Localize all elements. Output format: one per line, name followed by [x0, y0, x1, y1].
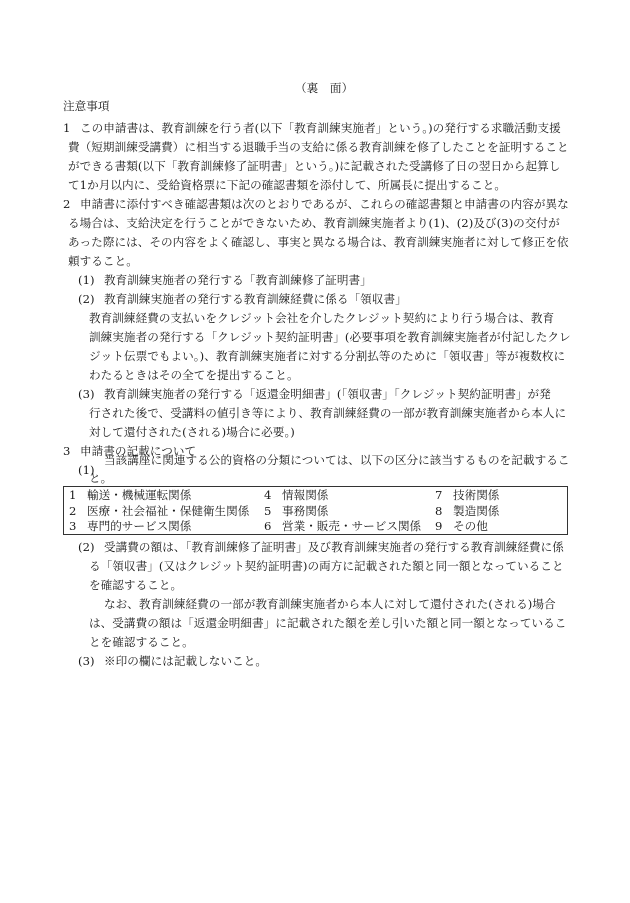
sub-item-detail-line: ジット伝票でもよい。)、教育訓練実施者に対する分割払等のために「領収書」等が複数枚に: [89, 349, 566, 363]
qualification-category-table: [63, 486, 568, 535]
sub-item-note-line: は、受講費の額は「返還金明細書」に記載された額を差し引いた額と同一額となっているこ: [89, 616, 567, 630]
sub-item-detail-line: 教育訓練経費の支払いをクレジット会社を介したクレジット契約により行う場合は、教育: [89, 311, 555, 325]
note-text-line: ができる書類(以下「教育訓練修了証明書」という。)に記載された受講修了日の翌日から起算し: [68, 159, 561, 173]
sub-item-text: る「領収書」(又はクレジット契約証明書)の両方に記載された額と同一額となっていること: [89, 559, 564, 573]
category-number: 5: [264, 504, 272, 518]
note-text-line: て1か月以内に、受給資格票に下記の確認書類を添付して、所属長に提出すること。: [68, 178, 507, 192]
category-number: 1: [69, 488, 77, 502]
category-label: 輸送・機械運転関係: [87, 488, 192, 502]
category-label: 情報関係: [282, 488, 329, 502]
category-number: 3: [69, 519, 77, 533]
category-label: その他: [453, 519, 488, 533]
sub-item-number: (1): [78, 463, 95, 477]
page-side-label: （裏 面）: [295, 81, 354, 95]
category-number: 8: [435, 504, 443, 518]
note-text-line: る場合は、支給決定を行うことができないため、教育訓練実施者より(1)、(2)及び(3)の交付が: [68, 216, 560, 230]
note-number: 3: [63, 444, 71, 458]
sub-item-number: (3): [78, 387, 95, 401]
note-number: 2: [63, 197, 71, 211]
notes-heading: 注意事項: [63, 99, 110, 113]
category-number: 4: [264, 488, 272, 502]
sub-item-number: (3): [78, 654, 95, 668]
note-text-line: 申請書に添付すべき確認書類は次のとおりであるが、これらの確認書類と申請書の内容が異な: [80, 197, 569, 211]
note-title: 申請書の記載について: [80, 444, 197, 458]
sub-item-note-line: とを確認すること。: [89, 635, 194, 649]
category-number: 7: [435, 488, 443, 502]
sub-item-text: を確認すること。: [89, 578, 183, 592]
category-label: 専門的サービス関係: [87, 519, 192, 533]
category-label: 医療・社会福祉・保健衛生関係: [87, 504, 250, 518]
note-text-line: 費（短期訓練受講費）に相当する退職手当の支給に係る教育訓練を修了したことを証明すること: [68, 140, 569, 154]
sub-item-number: (2): [78, 292, 95, 306]
category-label: 製造関係: [453, 504, 500, 518]
sub-item-detail-line: わたるときはその全てを提出すること。: [89, 368, 299, 382]
sub-item-text: と。: [89, 471, 113, 485]
category-label: 営業・販売・サービス関係: [282, 519, 422, 533]
note-text-line: 頼すること。: [68, 254, 138, 268]
category-label: 技術関係: [453, 488, 500, 502]
sub-item-number: (1): [78, 273, 95, 287]
sub-item-note-line: なお、教育訓練経費の一部が教育訓練実施者から本人に対して還付された(される)場合: [104, 597, 556, 611]
sub-item-text: 対して還付された(される)場合に必要。): [89, 425, 295, 439]
sub-item-text: 教育訓練実施者の発行する「教育訓練修了証明書」: [104, 273, 372, 287]
sub-item-text: ※印の欄には記載しないこと。: [104, 654, 268, 668]
sub-item-text: 当該講座に関連する公的資格の分類については、以下の区分に該当するものを記載するこ: [104, 453, 570, 467]
sub-item-text: 行された後で、受講料の値引き等により、教育訓練経費の一部が教育訓練実施者から本人に: [89, 406, 567, 420]
category-number: 6: [264, 519, 272, 533]
sub-item-text: 受講費の額は、「教育訓練修了証明書」及び教育訓練実施者の発行する教育訓練経費に係: [104, 540, 564, 554]
category-number: 9: [435, 519, 443, 533]
note-number: 1: [63, 121, 71, 135]
note-text-line: この申請書は、教育訓練を行う者(以下「教育訓練実施者」という。)の発行する求職活動支援: [80, 121, 561, 135]
sub-item-text: 教育訓練実施者の発行する「返還金明細書」(「領収書」「クレジット契約証明書」が発: [104, 387, 551, 401]
category-label: 事務関係: [282, 504, 329, 518]
note-text-line: あった際には、その内容をよく確認し、事実と異なる場合は、教育訓練実施者に対して修正を依: [68, 235, 569, 249]
sub-item-text: 教育訓練実施者の発行する教育訓練経費に係る「領収書」: [104, 292, 407, 306]
sub-item-detail-line: 訓練実施者の発行する「クレジット契約証明書」(必要事項を教育訓練実施者が付記したクレ: [89, 330, 571, 344]
sub-item-number: (2): [78, 540, 95, 554]
category-number: 2: [69, 504, 77, 518]
